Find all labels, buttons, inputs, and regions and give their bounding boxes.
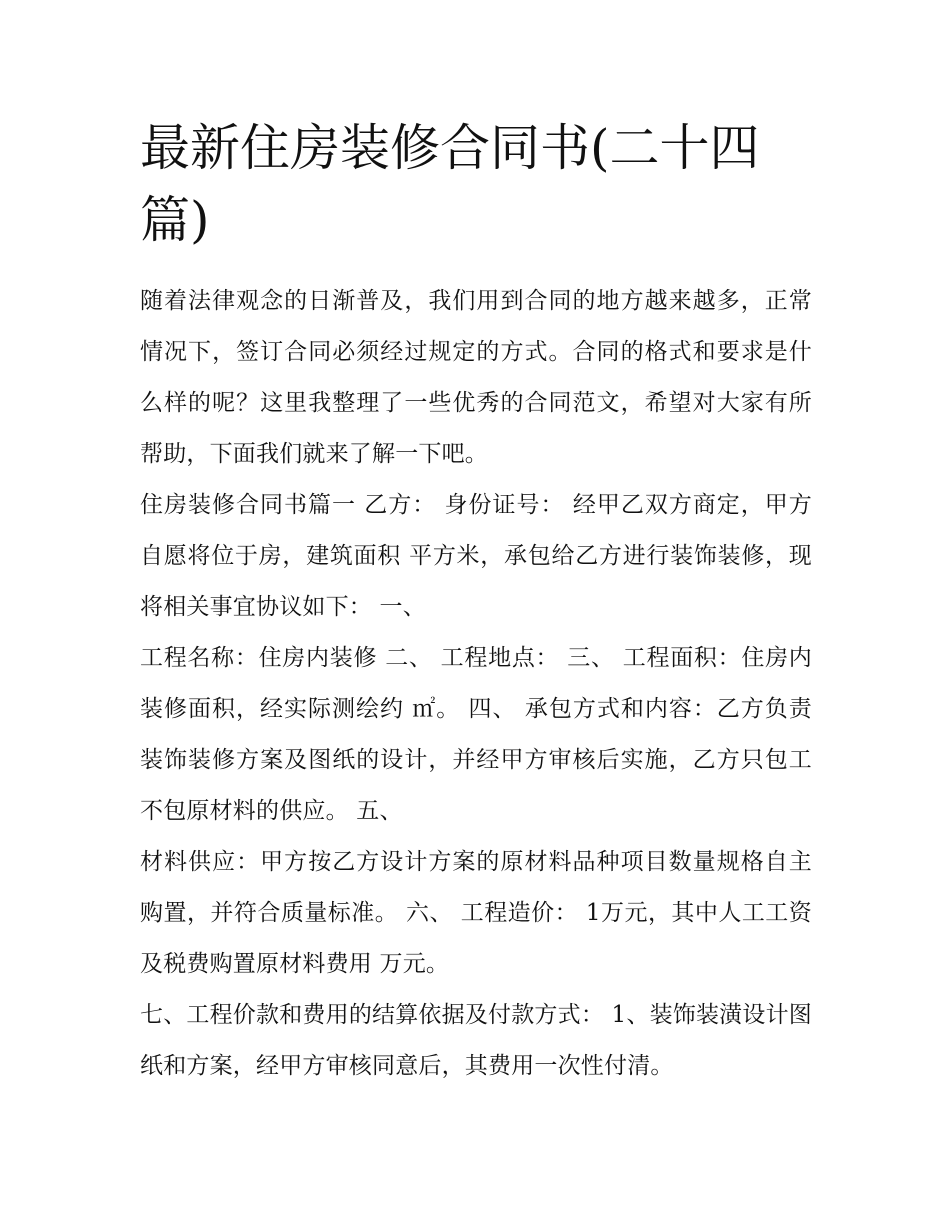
document-title: 最新住房装修合同书(二十四篇) <box>140 119 760 249</box>
document-body <box>140 276 812 1092</box>
paragraph-contract-parties: 住房装修合同书篇一 乙方： 身份证号： 经甲乙双方商定，甲方自愿将位于房，建筑面积 平方米，承包给乙方进行装饰装修，现将相关事宜协议如下： 一、 <box>140 492 812 620</box>
paragraph-intro: 随着法律观念的日渐普及，我们用到合同的地方越来越多，正常情况下，签订合同必须经过规定的方式。合同的格式和要求是什么样的呢？这里我整理了一些优秀的合同范文，希望对大家有所帮助，下面我们就来了解一下吧。 <box>140 288 812 467</box>
paragraph-settlement: 七、工程价款和费用的结算依据及付款方式： 1、装饰装潢设计图纸和方案，经甲方审核同意后，其费用一次性付清。 <box>140 1002 812 1079</box>
paragraph-material-supply: 材料供应：甲方按乙方设计方案的原材料品种项目数量规格自主购置，并符合质量标准。 六、 工程造价： 1万元，其中人工工资及税费购置原材料费用 万元。 <box>140 849 812 977</box>
paragraph-project-details: 工程名称：住房内装修 二、 工程地点： 三、 工程面积：住房内装修面积，经实际测绘约 ㎡。 四、 承包方式和内容：乙方负责装饰装修方案及图纸的设计，并经甲方审核后实施，乙方只包工不包原材料的供应。 五、 <box>140 645 812 824</box>
